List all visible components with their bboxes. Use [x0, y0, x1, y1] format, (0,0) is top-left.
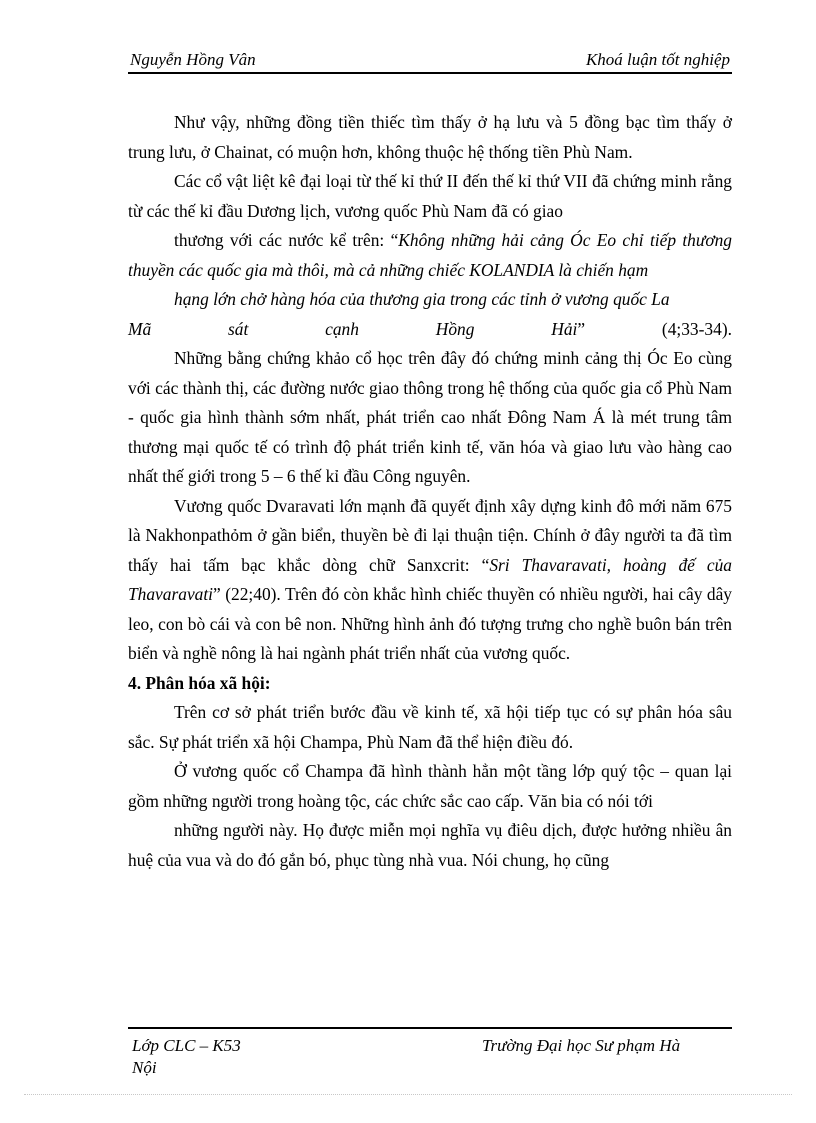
quote-line: hạng lớn chở hàng hóa của thương gia trong các tỉnh ở vương quốc La [174, 289, 670, 309]
page-header [128, 50, 732, 74]
paragraph: Những bằng chứng khảo cổ học trên đây đó chứng minh cảng thị Óc Eo cùng với các thành thị, các đường nước giao thông trong hệ thống của quốc gia cổ Phù Nam - quốc gia hình thành sớm nhất, phát triển cao nhất Đông Nam Á là mét trung tâm thương mại quốc tế có trình độ phát triển kinh tế, văn hóa và giao lưu vào hàng cao nhất thế giới trong 5 – 6 thế kỉ đầu Công nguyên. [128, 348, 732, 486]
quote-word: sát [228, 318, 249, 339]
paragraph: Vương quốc Dvaravati lớn mạnh đã quyết định xây dựng kinh đô mới năm 675 là Nakhonpathỏm ở gần biển, thuyền bè đi lại thuận tiện. Chính ở đây người ta đã tìm thấy hai tấm bạc khắc dòng chữ Sanxcrit: “Sri Thavaravati, hoàng đế của Thavaravati” (22;40). Trên đó còn khắc hình chiếc thuyền có nhiều người, hai cây dây leo, con bò cái và con bê non. Những hình ảnh đó tượng trưng cho nghề buôn bán trên biển và nghề nông là hai ngành phát triển nhất của vương quốc. [128, 495, 732, 663]
paragraph: những người này. Họ được miễn mọi nghĩa vụ điêu dịch, được hưởng nhiều ân huệ của vua và do đó gắn bó, phục tùng nhà vua. Nói chung, họ cũng [128, 820, 732, 870]
quote-word: cạnh [325, 318, 359, 339]
page-footer [128, 1027, 732, 1077]
quote-spread-line [128, 315, 732, 345]
footer-school: Trường Đại học Sư phạm Hà Nội [132, 1036, 681, 1077]
paragraph: Như vậy, những đồng tiền thiếc tìm thấy ở hạ lưu và 5 đồng bạc tìm thấy ở trung lưu, ở Chainat, có muộn hơn, không thuộc hệ thống tiền Phù Nam. [128, 112, 732, 162]
paragraph: Trên cơ sở phát triển bước đầu về kinh tế, xã hội tiếp tục có sự phân hóa sâu sắc. Sự phát triển xã hội Champa, Phù Nam đã thể hiện điều đó. [128, 702, 732, 752]
section-heading: 4. Phân hóa xã hội: [128, 672, 271, 693]
paragraph-text: thương với các nước kể trên: “ [174, 230, 399, 250]
header-author: Nguyễn Hồng Vân [130, 50, 256, 69]
quote-word: Hồng [435, 318, 475, 339]
header-doc-type: Khoá luận tốt nghiệp [585, 50, 730, 69]
page-bottom-divider [24, 1094, 792, 1095]
footer-class: Lớp CLC – K53 [132, 1036, 241, 1055]
quote-text: Không những hải cảng Óc Eo chỉ tiếp thương thuyền các quốc gia mà thôi, mà cả những chiếc KOLANDIA là chiến hạm [128, 230, 733, 280]
inscription-text: Sri Thavaravati, hoàng đế của Thavaravati [128, 554, 732, 604]
document-body [128, 108, 732, 875]
paragraph [128, 167, 732, 226]
paragraph-text: Các cổ vật liệt kê đại loại từ thế kỉ thứ II đến thế kỉ thứ VII đã chứng minh rằng từ các thế kỉ đầu Dương lịch, vương quốc Phù Nam đã có giao [128, 171, 732, 221]
paragraph: Ở vương quốc cổ Champa đã hình thành hẳn một tầng lớp quý tộc – quan lại gồm những người trong hoàng tộc, các chức sắc cao cấp. Văn bia có nói tới [128, 761, 732, 811]
quote-word-last: Hải” [551, 318, 586, 339]
paragraph [128, 226, 732, 285]
quote-word: Mã [128, 318, 152, 339]
citation: (4;33-34). [661, 318, 732, 339]
